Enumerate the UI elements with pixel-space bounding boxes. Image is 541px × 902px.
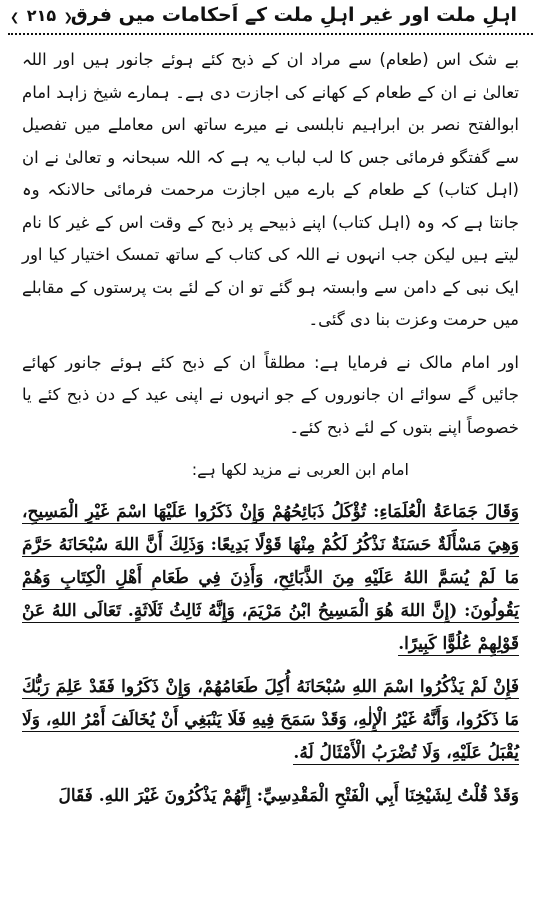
ornament-left-icon: ❮ (10, 11, 20, 24)
page-number-value: ۲۱۵ (26, 6, 57, 25)
arabic-quote-2 (22, 671, 519, 770)
arabic-quote-2-text: فَإِنْ لَمْ يَذْكُرُوا اسْمَ اللهِ سُبْحَانَهُ أُكِلَ طَعَامُهُمْ، وَإِنْ ذَكَرُوا فَقَدْ عَلِمَ رَبُّكَ مَا ذَكَرُوا، وَأَنَّهُ غَيْرُ الْإِلٰهِ، وَقَدْ سَمَحَ فِيهِ فَلَا يَنْبَغِي أَنْ يُخَالَفَ أَمْرُ اللهِ، وَلَا يُقْبَلُ عَلَيْهِ، وَلَا تُضْرَبُ الْأَمْثَالُ لَهُ. (22, 677, 519, 763)
paragraph-gap (22, 770, 519, 780)
ornament-right-icon: ❯ (63, 11, 73, 24)
header-divider (8, 33, 533, 35)
paragraph-gap (22, 444, 519, 454)
urdu-paragraph-2: اور امام مالک نے فرمایا ہے: مطلقاً ان کے ذبح کئے ہوئے جانور کھائے جائیں گے سوائے ان جانوروں کے جو انہوں نے اپنی عید کے دن ذبح کئے یا خصوصاً اپنے بتوں کے لئے ذبح کئے۔ (22, 352, 519, 437)
paragraph-gap (22, 337, 519, 347)
urdu-paragraph-1: بے شک اس (طعام) سے مراد ان کے ذبح کئے ہوئے جانور ہیں اور اللہ تعالیٰ نے ان کے طعام کے کھانے کی اجازت دی ہے۔ ہمارے شیخ زاہد امام ابوالفتح نصر بن ابراہیم نابلسی نے میرے ساتھ اس معاملے میں تفصیل سے گفتگو فرمائی جس کا لب لباب یہ ہے کہ اللہ سبحانہ و تعالیٰ نے ان (اہل کتاب) کے طعام کے بارے میں اجازت مرحمت فرمائی حالانکہ وہ جانتا ہے کہ وہ (اہل کتاب) اپنے ذبیحے پر ذبح کے وقت اس کے غیر کا نام لیتے ہیں لیکن جب انہوں نے اللہ کی کتاب کے ساتھ تمسک اختیار کیا اور ایک نبی کے دامن سے وابستہ ہو گئے تو ان کے لئے بت پرستوں کے مقابلے میں حرمت وعزت بنا دی گئی۔ (22, 50, 519, 329)
page-header (0, 0, 541, 36)
arabic-quote-1 (22, 496, 519, 661)
arabic-quote-3: وَقَدْ قُلْتُ لِشَيْخِنَا أَبِي الْفَتْحِ الْمَقْدِسِيِّ: إِنَّهُمْ يَذْكُرُونَ غَيْرَ اللهِ. فَقَالَ (58, 786, 519, 806)
section-lead-in: امام ابن العربی نے مزید لکھا ہے: (191, 460, 409, 479)
paragraph-gap (22, 661, 519, 671)
paragraph-gap (22, 486, 519, 496)
running-title: اہلِ ملت اور غیر اہلِ ملت کے اَحکامات میں فرق (70, 4, 517, 26)
page-number (8, 6, 75, 25)
page-body (22, 44, 519, 902)
arabic-quote-1-text: وَقَالَ جَمَاعَةُ الْعُلَمَاءِ: تُؤْكَلُ ذَبَائِحُهُمْ وَإِنْ ذَكَرُوا عَلَيْهَا اسْمَ غَيْرِ الْمَسِيحِ، وَهِيَ مَسْأَلَةٌ حَسَنَةٌ نَذْكُرُ لَكُمْ مِنْهَا قَوْلًا بَدِيعًا: وَذَلِكَ أَنَّ اللهَ سُبْحَانَهُ حَرَّمَ مَا لَمْ يُسَمَّ اللهُ عَلَيْهِ مِنَ الذَّبَائِحِ، وَأَذِنَ فِي طَعَامِ أَهْلِ الْكِتَابِ وَهُمْ يَقُولُونَ: (إِنَّ اللهَ هُوَ الْمَسِيحُ ابْنُ مَرْيَمَ، وَإِنَّهُ ثَالِثُ ثَلَاثَةٍ. تَعَالَى اللهُ عَنْ قَوْلِهِمْ عُلُوًّا كَبِيرًا. (22, 502, 519, 654)
